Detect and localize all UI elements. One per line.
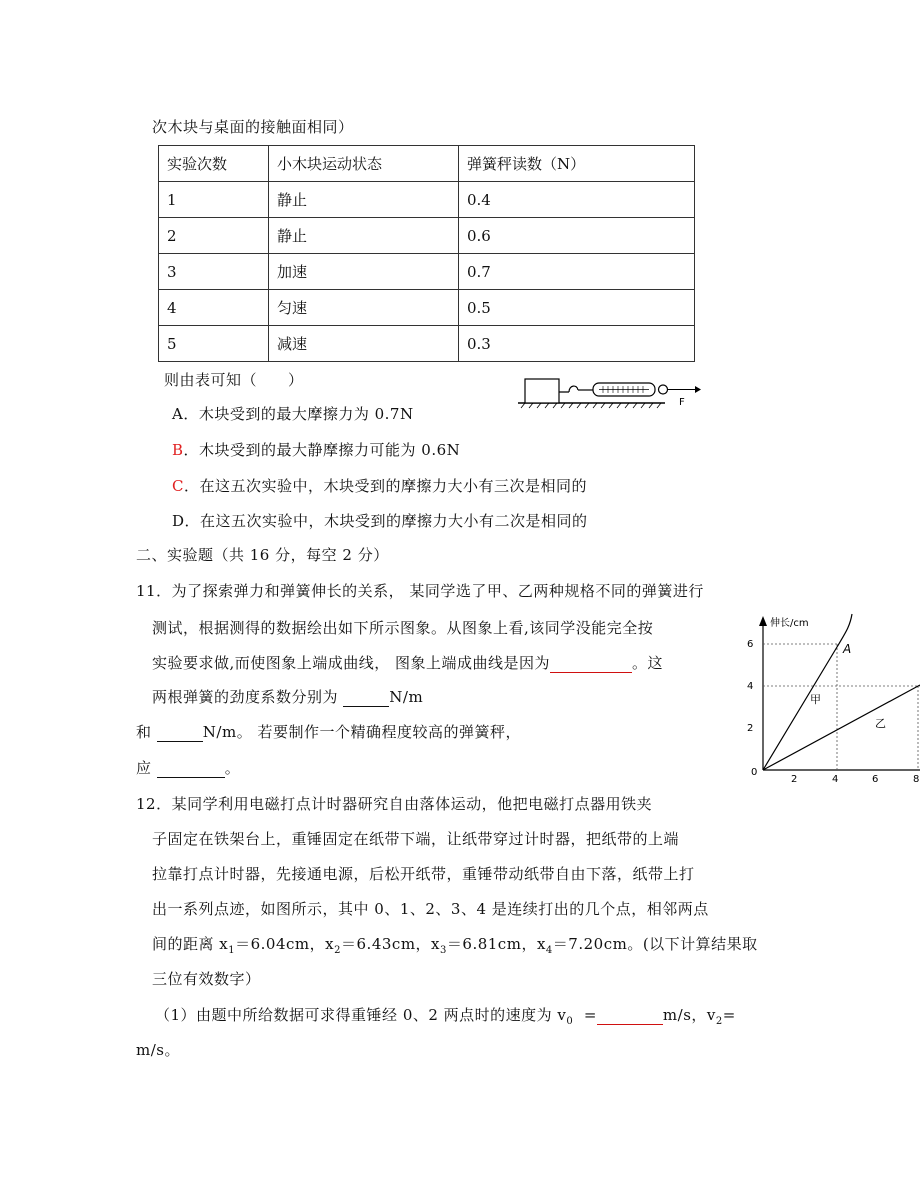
option-text: ．在这五次实验中，木块受到的摩擦力大小有二次是相同的 (184, 512, 588, 530)
q12-line6: 三位有效数字） (152, 970, 261, 988)
q12-line3: 拉靠打点计时器，先接通电源，后松开纸带，重锤带动纸带自由下落，纸带上打 (152, 865, 695, 883)
q11-line5 (136, 723, 521, 742)
unit-text: N/m (389, 688, 424, 706)
answer-blank-reason[interactable] (550, 654, 632, 673)
q10-stem: 则由表可知（ ） (164, 371, 304, 389)
line-jia (763, 614, 852, 770)
option-letter: A (172, 405, 184, 423)
y-tick-label: 4 (747, 681, 754, 692)
x-tick-label: 2 (791, 774, 798, 785)
table-cell: 3 (159, 254, 269, 290)
q11-line6 (136, 759, 240, 778)
q11-line5-text: 和 (136, 723, 152, 741)
x1-value: 6.04cm (250, 935, 310, 953)
table-cell: 0.5 (459, 290, 695, 326)
option-text: ．在这五次实验中，木块受到的摩擦力大小有三次是相同的 (183, 477, 587, 495)
option-a (172, 405, 414, 423)
option-letter: B (172, 441, 184, 459)
table-cell: 静止 (269, 218, 459, 254)
label-yi: 乙 (875, 717, 886, 730)
answer-blank-k2[interactable] (157, 723, 203, 742)
y-tick-label: 2 (747, 723, 754, 734)
table-row (159, 326, 695, 362)
table-cell: 匀速 (269, 290, 459, 326)
table-row (159, 218, 695, 254)
table-cell: 减速 (269, 326, 459, 362)
option-text: ．木块受到的最大摩擦力为 0.7N (183, 405, 414, 423)
option-d (172, 512, 588, 530)
table-cell: 0.6 (459, 218, 695, 254)
table-cell: 0.3 (459, 326, 695, 362)
table-row (159, 254, 695, 290)
option-b (172, 441, 460, 459)
wood-block (525, 379, 559, 403)
q12-line1: 12．某同学利用电磁打点计时器研究自由落体运动，他把电磁打点器用铁夹 (136, 795, 653, 813)
table-header-cell: 小木块运动状态 (269, 146, 459, 182)
q11-line6-text: 应 (136, 759, 152, 777)
intro-line: 次木块与桌面的接触面相同） (152, 118, 354, 136)
table-cell: 4 (159, 290, 269, 326)
q11-line3-end: 。这 (632, 654, 664, 672)
table-cell: 静止 (269, 182, 459, 218)
q12-last-line: m/s。 (136, 1041, 180, 1059)
table-cell: 加速 (269, 254, 459, 290)
q12-line5: 间的距离 $x_1=6.04cm$，$x_2=6.43cm$，$x_3=6.81cm$，$x_4=7.20cm$。(以下计算结果取 (152, 935, 758, 956)
force-label: F (679, 397, 685, 408)
option-c (172, 477, 587, 495)
q11-line6-end: 。 (224, 759, 241, 777)
q11-line4-text: 两根弹簧的劲度系数分别为 (152, 688, 339, 706)
y-tick-label: 6 (747, 639, 754, 650)
q12-part1: （1）由题中所给数据可求得重锤经 0、2 两点时的速度为 $v_0 = m/s$，$v_2=$ (155, 1006, 736, 1027)
origin-label: 0 (751, 767, 758, 778)
table-header-cell: 实验次数 (159, 146, 269, 182)
answer-blank-choice[interactable] (157, 759, 225, 778)
grid-dashes (763, 644, 920, 770)
q12-part1-text: （1）由题中所给数据可求得重锤经 0、2 两点时的速度为 v (155, 1006, 567, 1024)
option-letter: D (172, 512, 185, 530)
experiment-table (158, 145, 695, 362)
q11-line5-end: N/m。 若要制作一个精确程度较高的弹簧秤， (202, 723, 521, 741)
option-text: ．木块受到的最大静摩擦力可能为 0.6N (183, 441, 461, 459)
table-cell: 5 (159, 326, 269, 362)
x-tick-label: 4 (832, 774, 839, 785)
q11-line1: 11．为了探索弹力和弹簧伸长的关系， 某同学选了甲、乙两种规格不同的弹簧进行 (136, 582, 704, 600)
equals-sign: = (722, 1006, 736, 1024)
x3-value: 6.81cm (462, 935, 522, 953)
option-letter: C (172, 477, 184, 495)
q12-line4: 出一系列点迹，如图所示，其中 0、1、2、3、4 是连续打出的几个点，相邻两点 (152, 900, 709, 918)
scale-hook (559, 386, 578, 392)
table-header-row (159, 146, 695, 182)
curve-a-label: A (843, 642, 852, 656)
pull-ring (659, 385, 668, 394)
q11-line4 (152, 688, 423, 707)
answer-blank-k1[interactable] (343, 688, 389, 707)
y-axis-label: 伸长/cm (770, 618, 809, 629)
table-row (159, 182, 695, 218)
q11-line3 (152, 654, 663, 673)
table-header-cell: 弹簧秤读数（N） (459, 146, 695, 182)
q12-line5-end: 。(以下计算结果取 (627, 935, 758, 953)
table-cell: 2 (159, 218, 269, 254)
q12-part1-unit: m/s，v (662, 1006, 716, 1024)
x2-value: 6.43cm (356, 935, 416, 953)
extension-graph (742, 612, 920, 788)
q12-line2: 子固定在铁架台上，重锤固定在纸带下端，让纸带穿过计时器，把纸带的上端 (152, 830, 680, 848)
table-cell: 1 (159, 182, 269, 218)
x-tick-label: 8 (913, 774, 920, 785)
table-cell: 0.7 (459, 254, 695, 290)
y-axis-arrow (759, 616, 767, 626)
line-yi (763, 685, 920, 770)
table-surface (518, 403, 665, 408)
spring-scale-figure (515, 374, 705, 410)
section-heading: 二、实验题（共 16 分，每空 2 分） (136, 546, 389, 564)
answer-blank-v0[interactable] (597, 1006, 663, 1025)
table-row (159, 290, 695, 326)
q12-line5-text: 间的距离 x (152, 935, 229, 953)
label-jia: 甲 (810, 693, 821, 706)
q11-line3-text: 实验要求做,而使图象上端成曲线， 图象上端成曲线是因为 (152, 654, 551, 672)
x-tick-label: 6 (872, 774, 879, 785)
table-cell: 0.4 (459, 182, 695, 218)
equals-sign: = (583, 1006, 597, 1024)
x4-value: 7.20cm (568, 935, 628, 953)
q11-line2: 测试，根据测得的数据绘出如下所示图象。从图象上看,该同学没能完全按 (152, 619, 654, 637)
